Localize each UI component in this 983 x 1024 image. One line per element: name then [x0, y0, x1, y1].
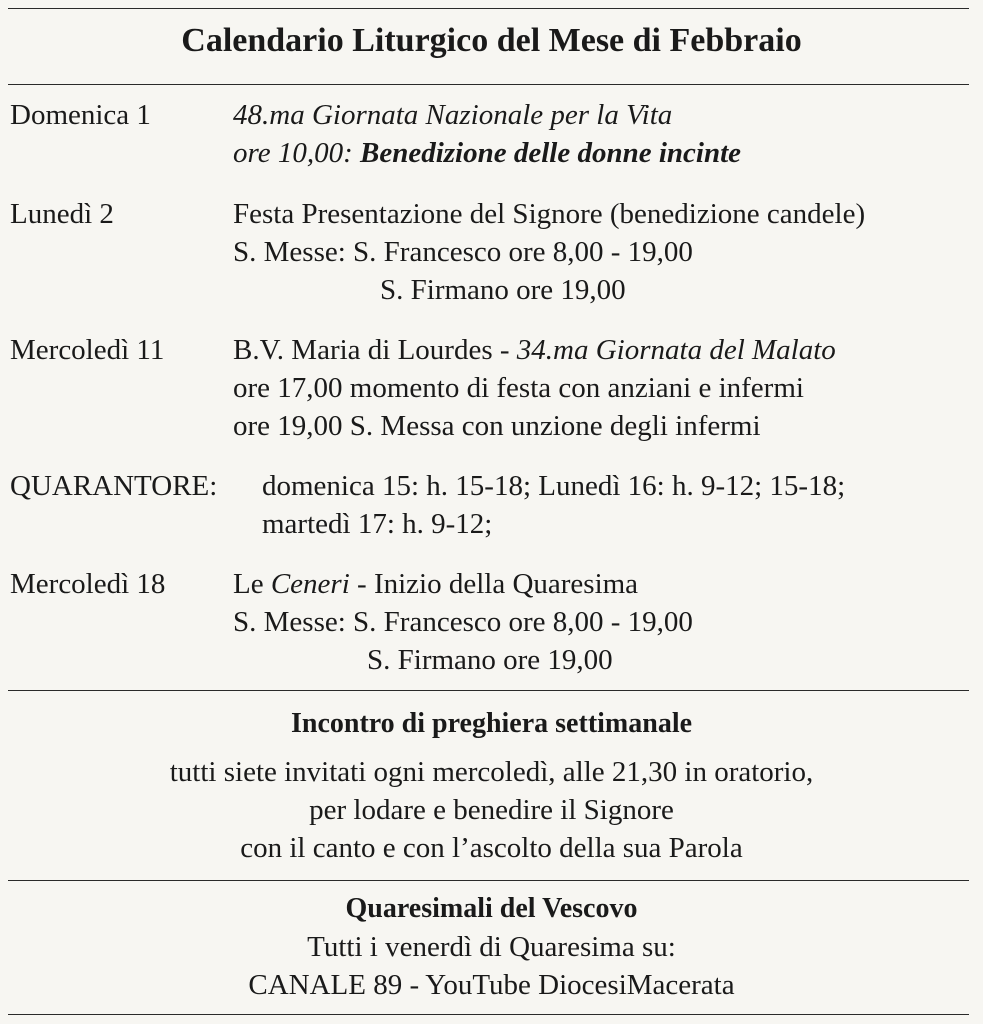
entry-line: ore 19,00 S. Messa con unzione degli infermi	[233, 410, 761, 442]
prayer-line: per lodare e benedire il Signore	[309, 794, 674, 826]
entry-line: S. Firmano ore 19,00	[380, 274, 626, 306]
entry-line-prefix: ore 10,00:	[233, 137, 360, 169]
entry-line-italic: 34.ma Giornata del Malato	[516, 334, 836, 366]
entry-line: domenica 15: h. 15-18; Lunedì 16: h. 9-12; 15-18;	[262, 470, 846, 502]
bishop-line: CANALE 89 - YouTube DiocesiMacerata	[248, 969, 735, 1001]
entry-line-b: - Inizio della Quaresima	[349, 568, 639, 600]
entry-day: Mercoledì 11	[10, 334, 165, 366]
prayer-line: tutti siete invitati ogni mercoledì, alle 21,30 in oratorio,	[169, 756, 814, 788]
entry-line-italic: Ceneri	[270, 568, 350, 600]
entry-line	[233, 567, 638, 601]
entry-line-normal: B.V. Maria di Lourdes -	[233, 334, 517, 366]
section-rule	[8, 880, 969, 881]
entry-line: S. Firmano ore 19,00	[367, 644, 613, 676]
page-title: Calendario Liturgico del Mese di Febbraio	[181, 22, 802, 59]
entry-line: Festa Presentazione del Signore (benedizione candele)	[233, 198, 866, 230]
entry-line	[233, 136, 741, 170]
entry-line-highlight: Benedizione delle donne incinte	[360, 137, 742, 169]
entry-line	[233, 333, 836, 367]
entry-line: ore 17,00 momento di festa con anziani e infermi	[233, 372, 804, 404]
entry-line: martedì 17: h. 9-12;	[262, 508, 493, 540]
prayer-heading: Incontro di preghiera settimanale	[290, 708, 693, 739]
entry-line: S. Messe: S. Francesco ore 8,00 - 19,00	[233, 606, 693, 638]
entry-line: 48.ma Giornata Nazionale per la Vita	[233, 99, 673, 131]
section-rule	[8, 690, 969, 691]
entry-day: Lunedì 2	[10, 198, 114, 230]
title-rule	[8, 84, 969, 85]
prayer-line: con il canto e con l’ascolto della sua Parola	[240, 832, 743, 864]
bishop-line: Tutti i venerdì di Quaresima su:	[307, 931, 676, 963]
entry-line-a: Le	[233, 568, 271, 600]
entry-line: S. Messe: S. Francesco ore 8,00 - 19,00	[233, 236, 693, 268]
entry-day: Domenica 1	[10, 99, 151, 131]
entry-day: Mercoledì 18	[10, 568, 166, 600]
top-rule	[8, 8, 969, 9]
bishop-heading: Quaresimali del Vescovo	[345, 893, 638, 924]
bottom-rule	[8, 1014, 969, 1015]
entry-day: QUARANTORE:	[10, 470, 218, 502]
